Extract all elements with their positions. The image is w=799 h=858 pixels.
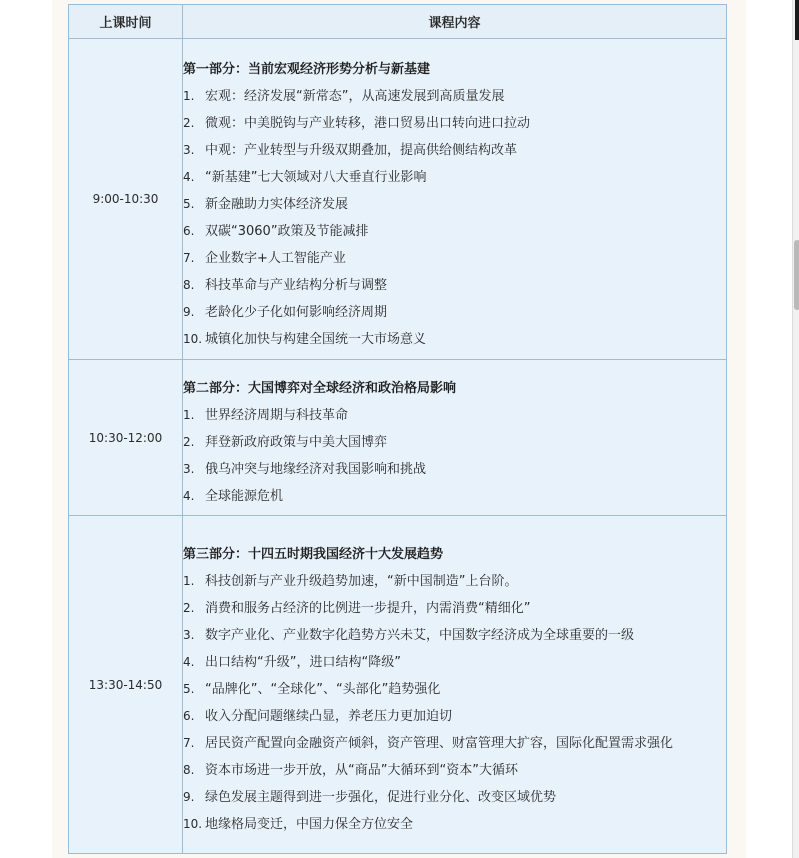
list-item: 6. 收入分配问题继续凸显，养老压力更加迫切 [183,709,453,724]
header-time: 上课时间 [69,5,183,39]
list-item: 2. 拜登新政府政策与中美大国博弈 [183,435,388,450]
row-content [183,360,727,516]
list-item: 2. 微观：中美脱钩与产业转移，港口贸易出口转向进口拉动 [183,115,531,131]
row-content [183,39,727,360]
list-item: 6. 双碳“3060”政策及节能减排 [183,223,369,239]
row-content [183,516,727,854]
list-item: 9. 绿色发展主题得到进一步强化，促进行业分化、改变区域优势 [183,790,557,805]
part-title: 第三部分：十四五时期我国经济十大发展趋势 [183,547,444,562]
list-item: 10. 城镇化加快与构建全国统一大市场意义 [183,331,427,347]
list-item: 7. 企业数字+人工智能产业 [183,250,346,266]
table-row [69,39,727,360]
row-time: 13:30-14:50 [69,516,183,854]
list-item: 1. 科技创新与产业升级趋势加速，“新中国制造”上台阶。 [183,574,518,589]
list-item: 10. 地缘格局变迁，中国力保全方位安全 [183,817,414,832]
row-time: 9:00-10:30 [69,39,183,360]
list-item: 3. 俄乌冲突与地缘经济对我国影响和挑战 [183,462,427,477]
table-header-row [69,5,727,39]
list-item: 3. 数字产业化、产业数字化趋势方兴未艾，中国数字经济成为全球重要的一级 [183,628,635,643]
row-time: 10:30-12:00 [69,360,183,516]
list-item: 8. 资本市场进一步开放，从“商品”大循环到“资本”大循环 [183,763,518,778]
scrollbar-thumb[interactable] [794,240,799,310]
list-item: 7. 居民资产配置向金融资产倾斜，资产管理、财富管理大扩容，国际化配置需求强化 [183,736,674,751]
table-row [69,516,727,854]
scrollbar-top-mark [795,0,799,40]
part-title: 第一部分：当前宏观经济形势分析与新基建 [183,61,431,77]
list-item: 1. 世界经济周期与科技革命 [183,408,349,423]
list-item: 9. 老龄化少子化如何影响经济周期 [183,304,388,320]
part-title: 第二部分：大国博弈对全球经济和政治格局影响 [183,381,457,396]
list-item: 1. 宏观：经济发展“新常态”，从高速发展到高质量发展 [183,88,505,104]
list-item: 3. 中观：产业转型与升级双期叠加，提高供给侧结构改革 [183,142,518,158]
list-item: 2. 消费和服务占经济的比例进一步提升，内需消费“精细化” [183,601,531,616]
list-item: 4. 出口结构“升级”，进口结构“降级” [183,655,401,670]
list-item: 4. “新基建”七大领域对八大垂直行业影响 [183,169,427,185]
course-schedule-table [68,4,727,854]
list-item: 8. 科技革命与产业结构分析与调整 [183,277,388,293]
list-item: 4. 全球能源危机 [183,489,284,504]
table-row [69,360,727,516]
list-item: 5. “品牌化”、“全球化”、“头部化”趋势强化 [183,682,441,697]
list-item: 5. 新金融助力实体经济发展 [183,196,349,212]
header-content: 课程内容 [183,5,727,39]
window-edge-scrollbar[interactable] [792,0,799,858]
